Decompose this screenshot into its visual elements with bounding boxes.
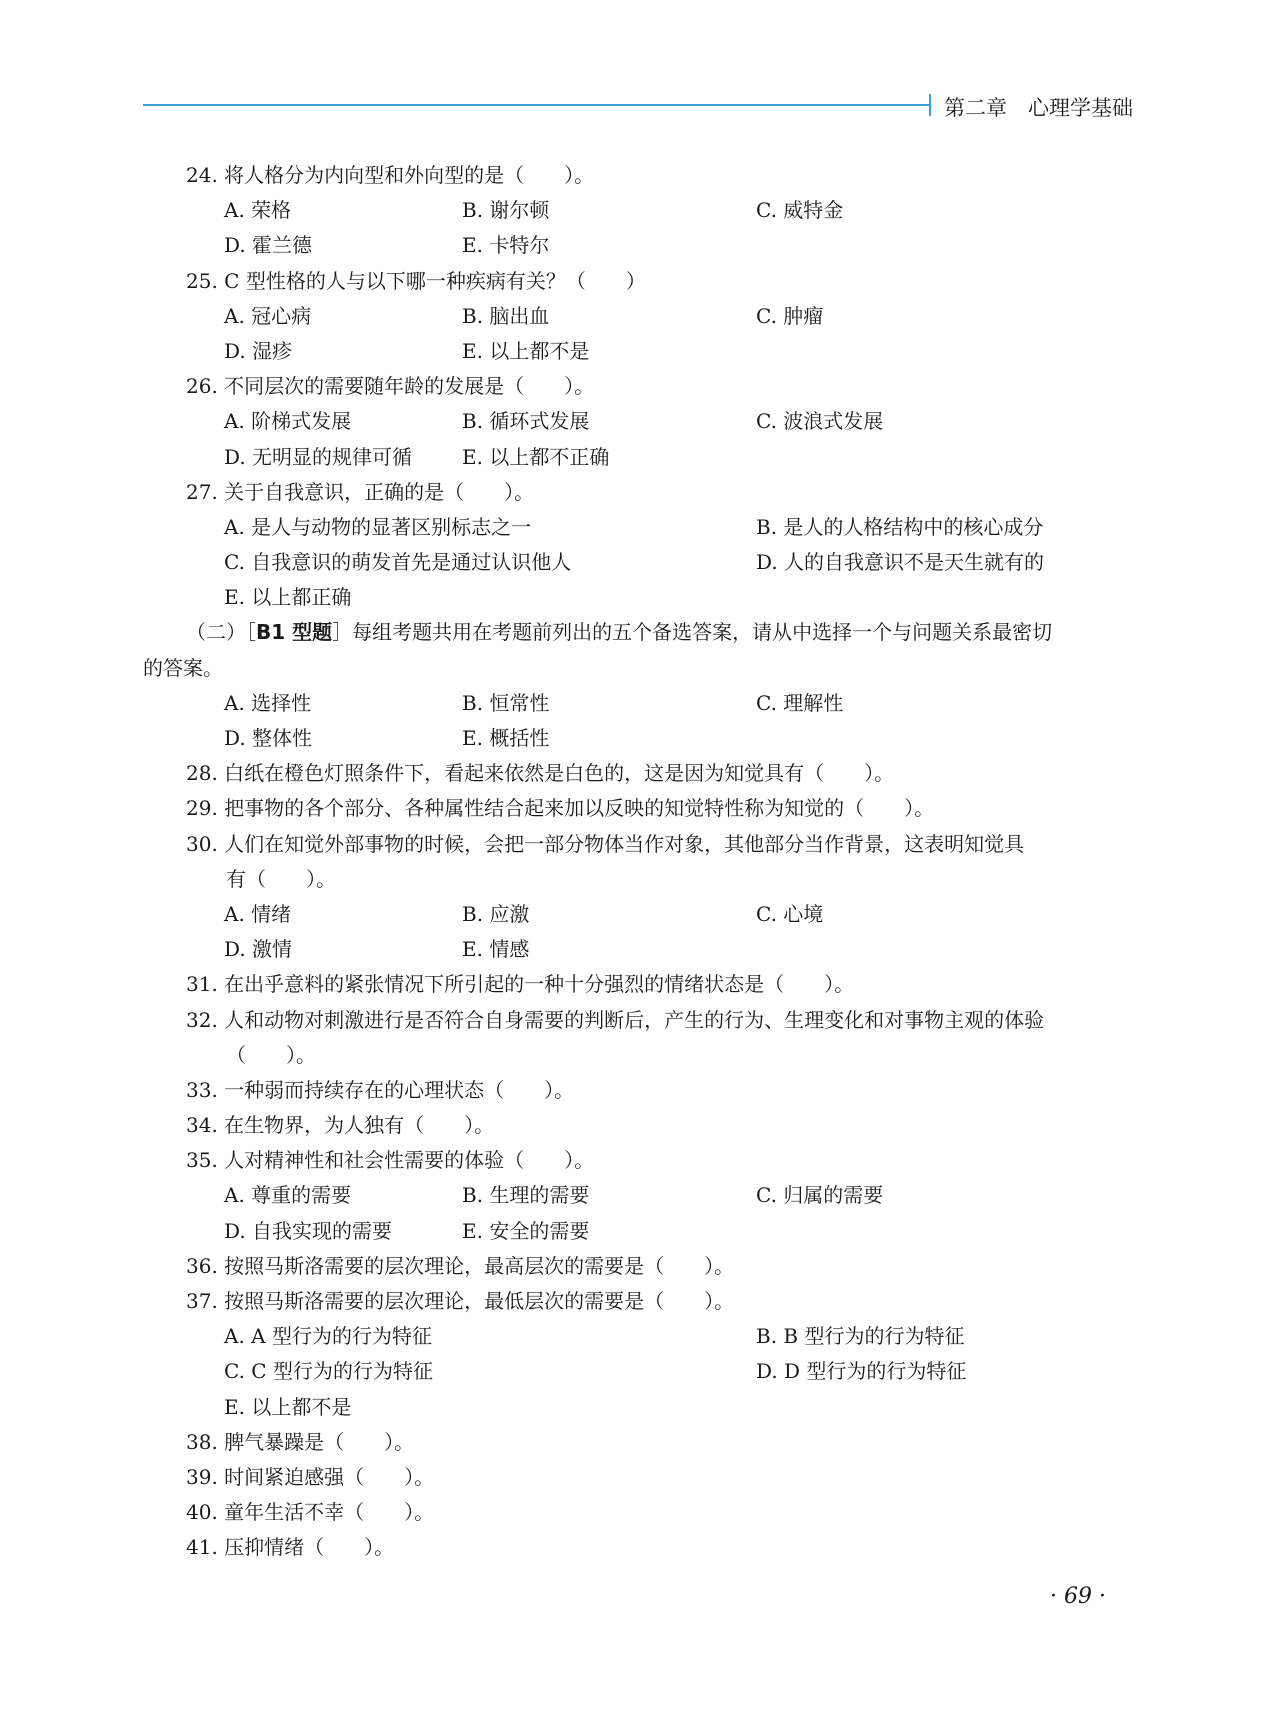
question-text: 36. 按照马斯洛需要的层次理论，最高层次的需要是（ ）。: [186, 1253, 735, 1278]
option: E. 以上都不是: [462, 338, 590, 363]
question-26: [0, 369, 1275, 404]
option: C. 威特金: [756, 198, 844, 223]
option: D. 自我实现的需要: [224, 1218, 393, 1243]
question-text: 32. 人和动物对刺激进行是否符合自身需要的判断后，产生的行为、生理变化和对事物主观的体验: [186, 1007, 1045, 1032]
question-34: [0, 1108, 1275, 1143]
option-row: [0, 721, 1275, 756]
question-27: [0, 475, 1275, 510]
option: D. 人的自我意识不是天生就有的: [756, 550, 1045, 575]
question-text-cont: 有（ ）。: [226, 866, 336, 891]
option-row: [0, 1319, 1275, 1354]
option-row: [0, 334, 1275, 369]
question-32-cont: [0, 1038, 1275, 1073]
option: E. 情感: [462, 937, 530, 962]
question-32: [0, 1003, 1275, 1038]
question-41: [0, 1530, 1275, 1565]
question-list: [0, 158, 1275, 1566]
option-row: [0, 440, 1275, 475]
option-row: [0, 1214, 1275, 1249]
question-text: 35. 人对精神性和社会性需要的体验（ ）。: [186, 1148, 595, 1173]
option: B. B 型行为的行为特征: [756, 1324, 965, 1349]
question-text: 25. C 型性格的人与以下哪一种疾病有关？（ ）: [186, 268, 646, 293]
question-37: [0, 1284, 1275, 1319]
question-text: 38. 脾气暴躁是（ ）。: [186, 1429, 415, 1454]
question-text: 40. 童年生活不幸（ ）。: [186, 1500, 435, 1525]
option-row: [0, 897, 1275, 932]
option: E. 卡特尔: [462, 233, 550, 258]
option: B. 生理的需要: [462, 1183, 590, 1208]
option: B. 恒常性: [462, 690, 550, 715]
option: D. 无明显的规律可循: [224, 444, 413, 469]
header-tick: [929, 94, 931, 116]
question-text: 27. 关于自我意识，正确的是（ ）。: [186, 479, 535, 504]
page-number: · 69 ·: [1050, 1584, 1106, 1609]
option: A. 情绪: [224, 901, 292, 926]
question-text: 28. 白纸在橙色灯照条件下，看起来依然是白色的，这是因为知觉具有（ ）。: [186, 761, 895, 786]
option: A. 选择性: [224, 690, 312, 715]
option: A. 是人与动物的显著区别标志之一: [224, 514, 532, 539]
question-29: [0, 791, 1275, 826]
question-30-cont: [0, 862, 1275, 897]
question-text: 39. 时间紧迫感强（ ）。: [186, 1464, 435, 1489]
question-text: 24. 将人格分为内向型和外向型的是（ ）。: [186, 163, 595, 187]
option: C. 归属的需要: [756, 1183, 884, 1208]
option-row: [0, 932, 1275, 967]
option: B. 是人的人格结构中的核心成分: [756, 514, 1044, 539]
option: A. A 型行为的行为特征: [224, 1324, 432, 1349]
option: C. C 型行为的行为特征: [224, 1359, 433, 1384]
section-heading: [0, 615, 1275, 650]
question-text: 33. 一种弱而持续存在的心理状态（ ）。: [186, 1077, 575, 1102]
option: B. 脑出血: [462, 303, 550, 328]
option-row: [0, 686, 1275, 721]
question-text: 37. 按照马斯洛需要的层次理论，最低层次的需要是（ ）。: [186, 1289, 735, 1313]
option: A. 尊重的需要: [224, 1183, 352, 1208]
header-rule: [143, 104, 931, 106]
option: C. 自我意识的萌发首先是通过认识他人: [224, 550, 572, 575]
question-text-cont: （ ）。: [226, 1042, 316, 1067]
option: E. 安全的需要: [462, 1218, 590, 1243]
section-instructions-cont: 的答案。: [143, 655, 223, 680]
option: E. 以上都不是: [224, 1394, 352, 1419]
option: C. 心境: [756, 901, 824, 926]
option: D. 整体性: [224, 726, 313, 750]
option-row: [0, 193, 1275, 228]
option: C. 理解性: [756, 690, 844, 715]
option-row: [0, 1354, 1275, 1389]
option-row: [0, 1390, 1275, 1425]
question-35: [0, 1143, 1275, 1178]
question-38: [0, 1425, 1275, 1460]
option-row: [0, 404, 1275, 439]
question-31: [0, 967, 1275, 1002]
question-28: [0, 756, 1275, 791]
question-text: 29. 把事物的各个部分、各种属性结合起来加以反映的知觉特性称为知觉的（ ）。: [186, 796, 935, 821]
option-row: [0, 299, 1275, 334]
option: C. 波浪式发展: [756, 409, 884, 434]
question-40: [0, 1495, 1275, 1530]
question-text: 34. 在生物界，为人独有（ ）。: [186, 1113, 495, 1138]
option: E. 以上都正确: [224, 585, 352, 610]
option: A. 荣格: [224, 198, 292, 223]
option: A. 冠心病: [224, 303, 312, 328]
question-39: [0, 1460, 1275, 1495]
section-heading-cont: [0, 651, 1275, 686]
option-row: [0, 1178, 1275, 1213]
option: A. 阶梯式发展: [224, 409, 352, 434]
option-row: [0, 580, 1275, 615]
question-text: 30. 人们在知觉外部事物的时候，会把一部分物体当作对象，其他部分当作背景，这表明知觉具: [186, 831, 1025, 856]
option: D. 湿疹: [224, 338, 293, 363]
question-30: [0, 827, 1275, 862]
option: E. 以上都不正确: [462, 444, 610, 469]
question-text: 31. 在出乎意料的紧张情况下所引起的一种十分强烈的情绪状态是（ ）。: [186, 972, 855, 997]
option: D. 激情: [224, 937, 293, 962]
option: D. D 型行为的行为特征: [756, 1359, 967, 1384]
question-33: [0, 1073, 1275, 1108]
question-36: [0, 1249, 1275, 1284]
option: D. 霍兰德: [224, 233, 313, 258]
question-text: 26. 不同层次的需要随年龄的发展是（ ）。: [186, 374, 595, 399]
option: B. 谢尔顿: [462, 198, 550, 223]
question-25: [0, 264, 1275, 299]
question-text: 41. 压抑情绪（ ）。: [186, 1535, 395, 1560]
question-24: [0, 158, 1275, 193]
option-row: [0, 510, 1275, 545]
section-type-label: B1 型题: [256, 620, 333, 645]
option-row: [0, 228, 1275, 263]
option: E. 概括性: [462, 726, 550, 750]
option: B. 循环式发展: [462, 409, 590, 434]
section-instructions: （二）［B1 型题］每组考题共用在考题前列出的五个备选答案，请从中选择一个与问题关系最密切: [186, 620, 1053, 645]
chapter-title: 第二章 心理学基础: [944, 96, 1133, 120]
option-row: [0, 545, 1275, 580]
option: B. 应激: [462, 901, 530, 926]
option: C. 肿瘤: [756, 303, 824, 328]
